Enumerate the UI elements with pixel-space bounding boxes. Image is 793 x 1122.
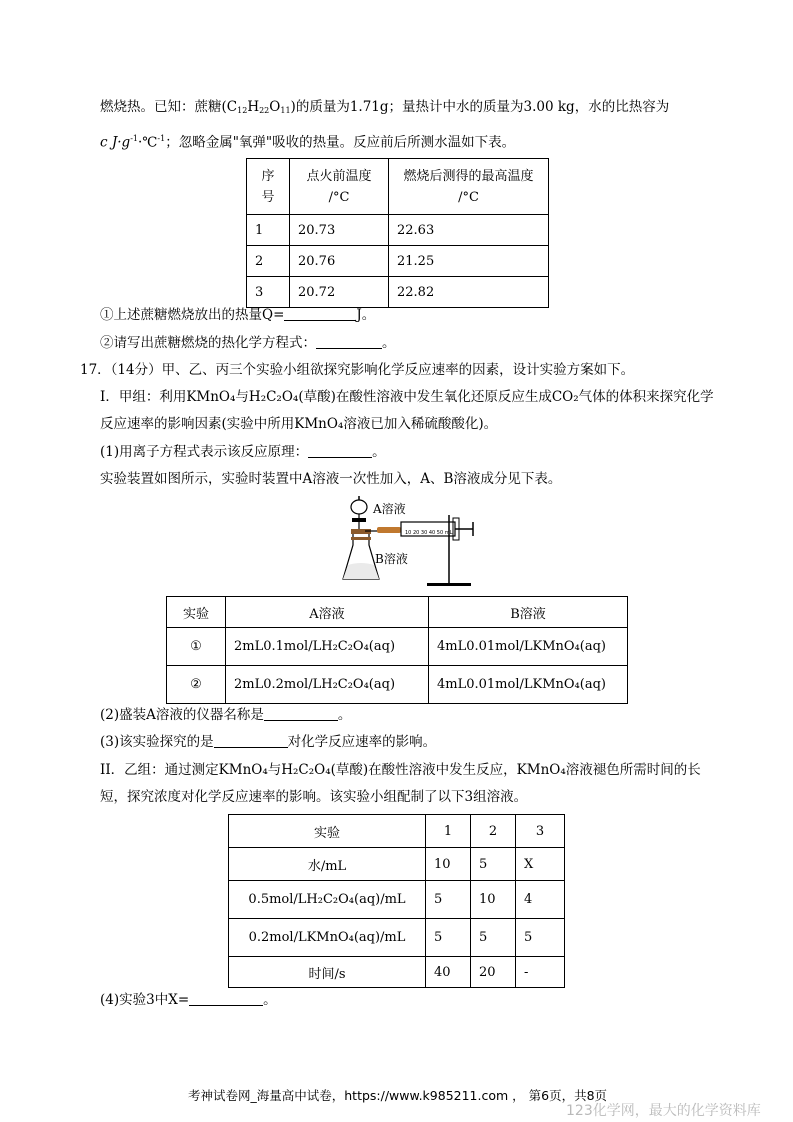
concentration-table: 实验 1 2 3 水/mL 10 5 X 0.5mol/LH₂C₂O₄(aq)/mL 5 10 4 0.2mol/LKMnO₄(aq)/mL 5 5 5 时间/s 40 20 -: [228, 814, 565, 988]
question-x-value: (4)实验3中X= 。: [100, 992, 277, 1008]
svg-text:10 20 30 40 50 mL: 10 20 30 40 50 mL: [405, 530, 453, 536]
part1-line1: I．甲组：利用KMnO₄与H₂C₂O₄(草酸)在酸性溶液中发生氧化还原反应生成CO₂气体的体积来探究化学: [100, 389, 714, 405]
solution-table: 实验 A溶液 B溶液 ① 2mL0.1mol/LH₂C₂O₄(aq) 4mL0.01mol/LKMnO₄(aq) ② 2mL0.2mol/LH₂C₂O₄(aq) 4mL0.01mol/LKMnO₄(aq): [166, 596, 628, 704]
table-row: 0.5mol/LH₂C₂O₄(aq)/mL 5 10 4: [229, 881, 565, 919]
apparatus-diagram: [335, 493, 481, 589]
part2-line1: II．乙组：通过测定KMnO₄与H₂C₂O₄(草酸)在酸性溶液中发生反应，KMnO₄溶液褪色所需时间的长: [100, 762, 701, 778]
table1-header-after: 燃烧后测得的最高温度 /°C: [389, 159, 549, 215]
table-row: 水/mL 10 5 X: [229, 848, 565, 881]
table-row: 3 20.72 22.82: [247, 277, 549, 308]
table-row: 2 20.76 21.25: [247, 246, 549, 277]
table-row: 时间/s 40 20 -: [229, 957, 565, 988]
setup-description: 实验装置如图所示，实验时装置中A溶液一次性加入，A、B溶液成分见下表。: [100, 471, 562, 487]
label-b: B溶液: [375, 552, 408, 566]
question-heat: ①上述蔗糖燃烧放出的热量Q= J。: [100, 307, 376, 323]
label-a: A溶液: [373, 502, 406, 516]
answer-blank[interactable]: [308, 443, 372, 458]
rubber-tube: [377, 527, 401, 533]
table-row: ① 2mL0.1mol/LH₂C₂O₄(aq) 4mL0.01mol/LKMnO₄(aq): [167, 628, 628, 666]
part1-line2: 反应速率的影响因素(实验中所用KMnO₄溶液已加入稀硫酸酸化)。: [100, 416, 498, 432]
table1-header-before: 点火前温度 /°C: [290, 159, 389, 215]
question-17-title: 17．（14分）甲、乙、丙三个实验小组欲探究影响化学反应速率的因素，设计实验方案如下。: [80, 362, 635, 378]
answer-blank[interactable]: [214, 733, 288, 748]
watermark: 123化学网，最大的化学资料库: [566, 1103, 761, 1119]
para1-line2: c $J\cdot g^{-1}\cdot℃^{-1}$；忽略金属"氧弹"吸收的热量。反应前后所测水温如下表。: [100, 134, 516, 151]
question-equation: ②请写出蔗糖燃烧的热化学方程式： 。: [100, 335, 396, 351]
table-row: 0.2mol/LKMnO₄(aq)/mL 5 5 5: [229, 919, 565, 957]
table-row: ② 2mL0.2mol/LH₂C₂O₄(aq) 4mL0.01mol/LKMnO₄(aq): [167, 666, 628, 704]
temperature-table: [246, 158, 549, 308]
part2-line2: 短，探究浓度对化学反应速率的影响。该实验小组配制了以下3组溶液。: [100, 789, 528, 805]
table-row: 1 20.73 22.63: [247, 215, 549, 246]
question-instrument: (2)盛装A溶液的仪器名称是 。: [100, 707, 352, 723]
answer-blank[interactable]: [284, 306, 356, 321]
answer-blank[interactable]: [189, 991, 263, 1006]
table1-header-index: 序 号: [247, 159, 290, 215]
para1-line1: 燃烧热。已知：蔗糖$(C_{12}H_{22}O_{11})$的质量为1.71g；量热计中水的质量为3.00 kg，水的比热容为: [100, 99, 670, 115]
question-factor: (3)该实验探究的是 对化学反应速率的影响。: [100, 734, 437, 750]
funnel-bulb: [351, 500, 367, 514]
page-footer: 考神试卷网_海量高中试卷，https://www.k985211.com ， 第6页，共8页: [188, 1088, 608, 1103]
question-ionic-equation: (1)用离子方程式表示该反应原理： 。: [100, 444, 386, 460]
answer-blank[interactable]: [316, 334, 382, 349]
answer-blank[interactable]: [264, 706, 338, 721]
